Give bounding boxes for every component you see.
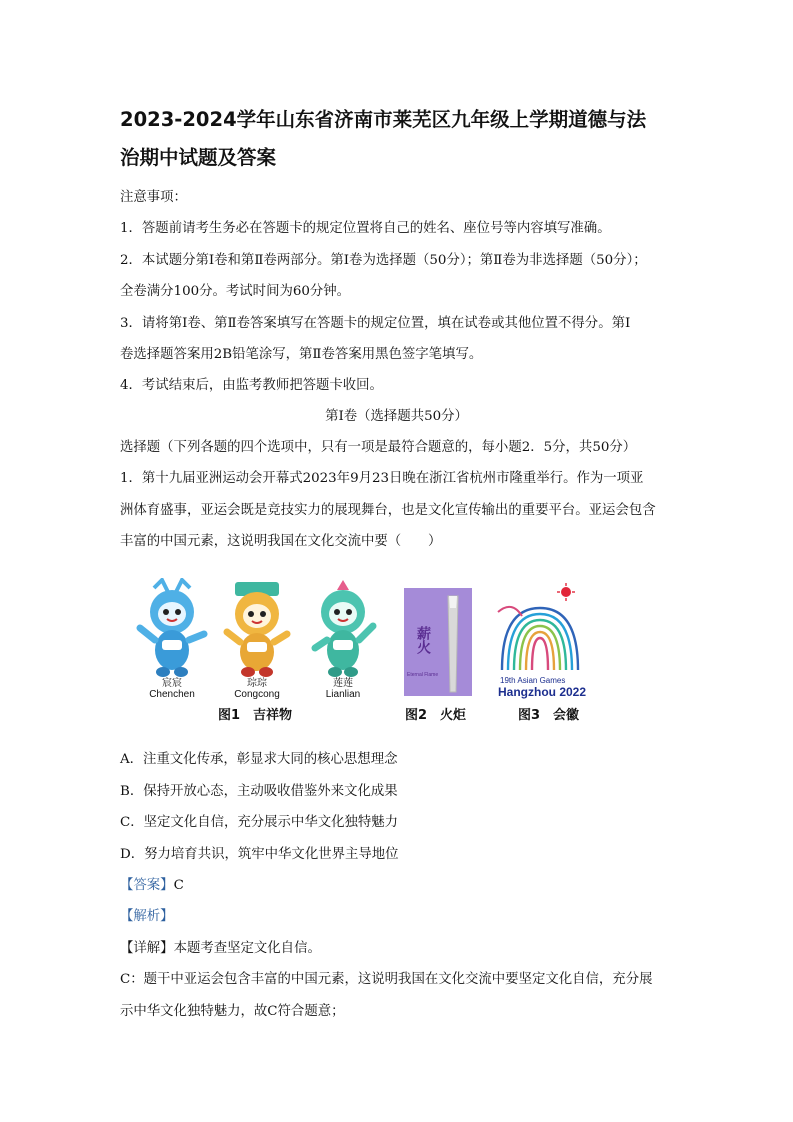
document-title — [120, 101, 680, 177]
notice-item-4: 4．考试结束后，由监考教师把答题卡收回。 — [120, 378, 383, 393]
detail-text: 本题考查坚定文化自信。 — [173, 941, 321, 956]
mascot-2-name-en: Congcong — [234, 689, 280, 700]
emblem-line-1: 19th Asian Games — [500, 676, 566, 685]
mascot-lianlian-image — [303, 578, 383, 678]
mascot-3-name-cn: 莲莲 — [333, 678, 353, 689]
answer-tag: 【答案】 — [120, 878, 174, 893]
notice-item-1: 1．答题前请考生务必在答题卡的规定位置将自己的姓名、座位号等内容填写准确。 — [120, 221, 611, 236]
figure-caption-2: 图2 火炬 — [405, 708, 467, 723]
answer-value: C — [173, 878, 184, 893]
detail-line — [120, 937, 321, 956]
title-line-2: 治期中试题及答案 — [120, 146, 277, 169]
option-a: A．注重文化传承，彰显求大同的核心思想理念 — [120, 752, 398, 767]
mascot-1-name-en: Chenchen — [149, 689, 195, 700]
explanation-line-1: C：题干中亚运会包含丰富的中国元素，这说明我国在文化交流中要坚定文化自信，充分展 — [120, 972, 653, 987]
figure-caption-3: 图3 会徽 — [518, 708, 580, 723]
analysis-tag: 【解析】 — [120, 909, 174, 924]
torch-sublabel: Eternal Flame — [407, 672, 439, 678]
question-1-line-2: 洲体育盛事，亚运会既是竞技实力的展现舞台，也是文化宣传输出的重要平台。亚运会包含 — [120, 503, 656, 518]
notice-item-3a: 3．请将第Ⅰ卷、第Ⅱ卷答案填写在答题卡的规定位置，填在试卷或其他位置不得分。第Ⅰ — [120, 316, 631, 331]
notice-item-2a: 2．本试题分第Ⅰ卷和第Ⅱ卷两部分。第Ⅰ卷为选择题（50分）；第Ⅱ卷为非选择题（50分）； — [120, 253, 647, 268]
mascot-congcong-image — [217, 578, 297, 678]
torch-label: 薪火 — [415, 626, 431, 654]
question-1-line-3: 丰富的中国元素，这说明我国在文化交流中要（ ） — [120, 534, 442, 549]
detail-tag: 【详解】 — [120, 941, 174, 956]
answer-line — [120, 874, 184, 893]
torch-image — [404, 588, 472, 696]
notice-heading: 注意事项： — [120, 190, 187, 205]
section-title: 第Ⅰ卷（选择题共50分） — [325, 409, 468, 424]
option-b: B．保持开放心态，主动吸收借鉴外来文化成果 — [120, 784, 398, 799]
emblem-line-2: Hangzhou 2022 — [498, 685, 587, 699]
mascot-1-name-cn: 宸宸 — [162, 678, 182, 689]
figure-caption-1: 图1 吉祥物 — [218, 708, 293, 723]
mascot-2-name-cn: 琮琮 — [247, 678, 267, 689]
section-instruction: 选择题（下列各题的四个选项中，只有一项是最符合题意的，每小题2．5分，共50分） — [120, 440, 637, 455]
notice-item-2b: 全卷满分100分。考试时间为60分钟。 — [120, 284, 351, 299]
title-line-1: 2023-2024学年山东省济南市莱芜区九年级上学期道德与法 — [120, 108, 647, 131]
mascot-3-name-en: Lianlian — [325, 689, 361, 700]
explanation-line-2: 示中华文化独特魅力，故C符合题意； — [120, 1004, 345, 1019]
mascot-chenchen-image — [132, 578, 212, 678]
question-1-figure — [120, 570, 680, 730]
notice-item-3b: 卷选择题答案用2B铅笔涂写，第Ⅱ卷答案用黑色签字笔填写。 — [120, 347, 483, 362]
option-d: D．努力培育共识，筑牢中华文化世界主导地位 — [120, 847, 399, 862]
option-c: C．坚定文化自信，充分展示中华文化独特魅力 — [120, 815, 399, 830]
emblem-image — [492, 582, 588, 676]
question-1-line-1: 1．第十九届亚洲运动会开幕式2023年9月23日晚在浙江省杭州市隆重举行。作为一项亚 — [120, 471, 644, 486]
